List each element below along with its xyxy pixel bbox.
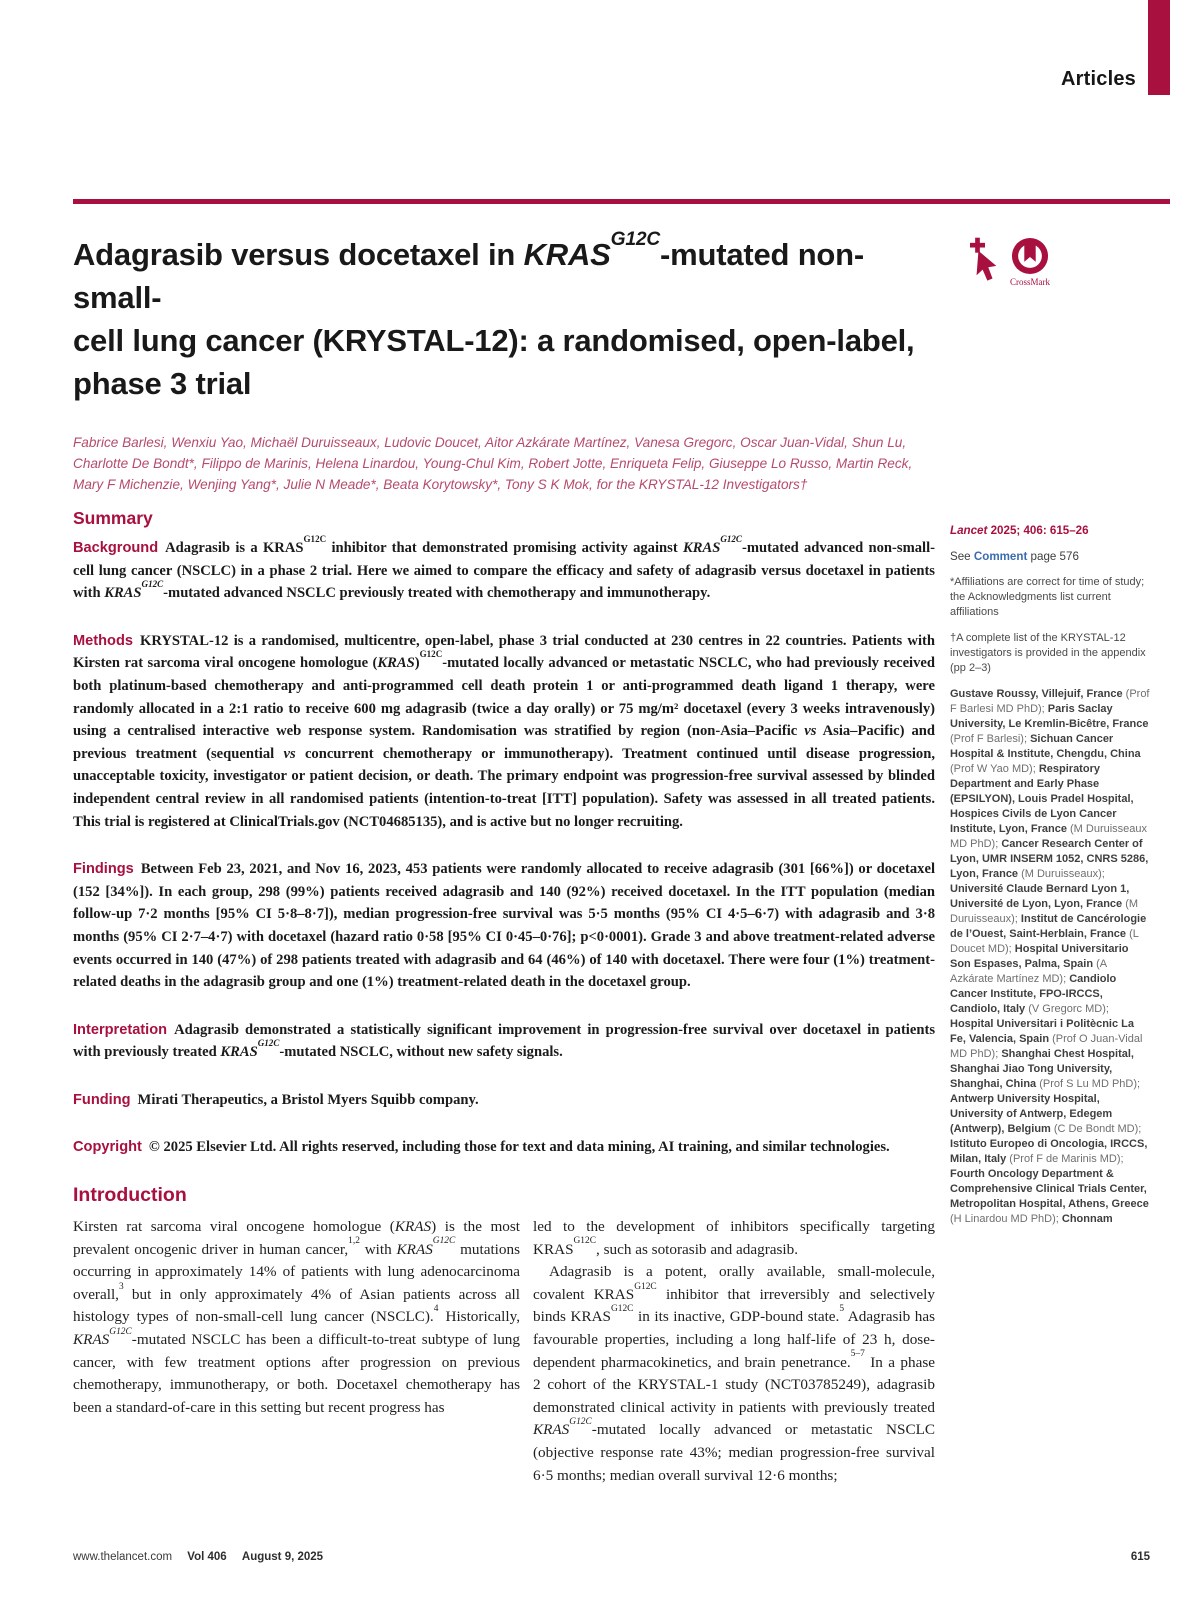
summary-findings: Findings Between Feb 23, 2021, and Nov 16, 2023, 453 patients were randomly allocated to receive adagrasib (301 [66%]) or docetaxel (152 [34%]). In each group, 298 (99%) patients received adagrasib and 140 (92%) received docetaxel. In the ITT population (median follow-up 7·2 months [95% CI 5·8–8·7]), median progression-free survival was 5·5 months (95% CI 4·5–6·7) with adagrasib and 3·8 months (95% CI 2·7–4·7) with docetaxel (hazard ratio 0·58 [95% CI 0·45–0·76]; p<0·0001). Grade 3 and above treatment-related adverse events occurred in 140 (47%) of 298 patients treated with adagrasib and 64 (46%) of 140 with docetaxel. There were four (1%) treatment-related deaths in the adagrasib group and one (1%) treatment-related death in the docetaxel group. bbox=[73, 861, 935, 991]
summary-background: Background Adagrasib is a $KRAS^{G12C}$ inhibitor that demonstrated promising activity against $KRAS^{G12C}$-mutated advanced non-small-cell lung cancer (NSCLC) in a phase 2 trial. Here we aimed to compare the efficacy and safety of adagrasib versus docetaxel in patients with $KRAS^{G12C}$-mutated advanced NSCLC previously treated with chemotherapy and immunotherapy. bbox=[73, 534, 935, 602]
footer-volume: Vol 406 bbox=[187, 1551, 227, 1563]
journal-citation: Lancet 2025; 406: 615–26 bbox=[950, 524, 1089, 537]
summary-label-methods: Methods bbox=[73, 632, 133, 649]
summary-methods: Methods KRYSTAL-12 is a randomised, multicentre, open-label, phase 3 trial conducted at 230 centres in 22 countries. Patients with Kirsten rat sarcoma viral oncogene homologue (KRAS)$^{G12C}$-mutated locally advanced or metastatic NSCLC, who had previously received both platinum-based chemotherapy and anti-programmed cell death protein 1 or anti-programmed death ligand 1 therapy, were randomly allocated in a 2:1 ratio to receive 600 mg adagrasib (twice a day orally) or 75 mg/m² docetaxel (every 3 weeks intravenously) using a centralised interactive web response system. Randomisation was stratified by region (non-Asia–Pacific vs Asia–Pacific) and previous treatment (sequential vs concurrent chemotherapy or immunotherapy). Treatment continued until disease progression, unacceptable toxicity, investigator or patient decision, or death. The primary endpoint was progression-free survival assessed by blinded independent central review in all randomised patients (intention-to-treat [ITT] population). Safety was assessed in all treated patients. This trial is registered at ClinicalTrials.gov (NCT04685135), and is active but no longer recruiting. bbox=[73, 632, 935, 830]
section-kicker: Articles bbox=[1061, 68, 1136, 90]
footer-date: August 9, 2025 bbox=[241, 1551, 324, 1563]
crossmark-logo-icon bbox=[1010, 237, 1050, 287]
article-title: Adagrasib versus docetaxel in $KRAS^{G12C}$-mutated non-small- cell lung cancer (KRYSTAL-12): a randomised, open-label, phase 3 trial bbox=[73, 229, 915, 401]
introduction-right-paragraph-1: led to the development of inhibitors specifically targeting $KRAS^{G12C}$, such as sotorasib and adagrasib. bbox=[533, 1218, 935, 1258]
introduction-right-paragraph-2: Adagrasib is a potent, orally available, small-molecule, covalent $KRAS^{G12C}$ inhibitor that irreversibly and selectively binds $KRAS^{G12C}$ in its inactive, GDP-bound state.$^5$ Adagrasib has favourable properties, including a long half-life of 23 h, dose-dependent pharmacokinetics, and brain penetrance.$^{5-7}$ In a phase 2 cohort of the KRYSTAL-1 study (NCT03785249), adagrasib demonstrated clinical activity in patients with previously treated $KRAS^{G12C}$-mutated locally advanced or metastatic NSCLC (objective response rate 43%; median progression-free survival 6·5 months; median overall survival 12·6 months; bbox=[533, 1263, 935, 1484]
summary-label-background: Background bbox=[73, 540, 159, 556]
cursor-plus-icon bbox=[970, 237, 1000, 294]
see-comment-link[interactable]: See Comment page 576 bbox=[950, 550, 1079, 563]
title-block bbox=[73, 229, 935, 495]
introduction-columns bbox=[73, 1216, 935, 1487]
summary-label-findings: Findings bbox=[73, 861, 134, 878]
summary-interpretation: Interpretation Adagrasib demonstrated a statistically significant improvement in progression-free survival over docetaxel in patients with previously treated $KRAS^{G12C}$-mutated NSCLC, without new safety signals. bbox=[73, 1021, 935, 1061]
sidebar bbox=[950, 495, 1170, 1487]
affiliations-list: Gustave Roussy, Villejuif, France (Prof F Barlesi MD PhD); Paris Saclay University, Le Kremlin-Bicêtre, France (Prof F Barlesi); Sichuan Cancer Hospital & Institute, Chengdu, China (Prof W Yao MD); Respiratory Department and Early Phase (EPSILYON), Louis Pradel Hospital, Hospices Civils de Lyon Cancer Institute, Lyon, France (M Duruisseaux MD PhD); Cancer Research Center of Lyon, UMR INSERM 1052, CNRS 5286, Lyon, France (M Duruisseaux); Université Claude Bernard Lyon 1, Université de Lyon, Lyon, France (M Duruisseaux); Institut de Cancérologie de l’Ouest, Saint-Herblain, France (L Doucet MD); Hospital Universitario Son Espases, Palma, Spain (A Azkárate Martínez MD); Candiolo Cancer Institute, FPO-IRCCS, Candiolo, Italy (V Gregorc MD); Hospital Universitari i Politècnic La Fe, Valencia, Spain (Prof O Juan-Vidal MD PhD); Shanghai Chest Hospital, Shanghai Jiao Tong University, Shanghai, China (Prof S Lu MD PhD); Antwerp University Hospital, University of Antwerp, Edegem (Antwerp), Belgium (C De Bondt MD); Istituto Europeo di Oncologia, IRCCS, Milan, Italy (Prof F de Marinis MD); Fourth Oncology Department & Comprehensive Clinical Trials Center, Metropolitan Hospital, Athens, Greece (H Linardou MD PhD); Chonnam bbox=[950, 688, 1150, 1225]
summary-label-copyright: Copyright bbox=[73, 1139, 142, 1156]
summary-funding: Funding Mirati Therapeutics, a Bristol Myers Squibb company. bbox=[73, 1091, 479, 1108]
articles-red-bar bbox=[1148, 0, 1170, 95]
introduction-heading: Introduction bbox=[73, 1184, 187, 1207]
summary-heading: Summary bbox=[73, 508, 153, 528]
footer-site-url: www.thelancet.com bbox=[73, 1551, 173, 1563]
summary-label-funding: Funding bbox=[73, 1091, 131, 1108]
main-column bbox=[73, 495, 935, 1487]
investigators-footnote: †A complete list of the KRYSTAL-12 investigators is provided in the appendix (pp 2–3) bbox=[950, 632, 1146, 674]
header-rule bbox=[73, 199, 1170, 204]
crossmark-button[interactable] bbox=[950, 233, 1170, 495]
author-list: Fabrice Barlesi, Wenxiu Yao, Michaël Duruisseaux, Ludovic Doucet, Aitor Azkárate Martínez, Vanesa Gregorc, Oscar Juan-Vidal, Shun Lu, Charlotte De Bondt*, Filippo de Marinis, Helena Linardou, Young-Chul Kim, Robert Jotte, Enriqueta Felip, Giuseppe Lo Russo, Martin Reck, Mary F Michenzie, Wenjing Yang*, Julie N Meade*, Beata Korytowsky*, Tony S K Mok, for the KRYSTAL-12 Investigators† bbox=[73, 435, 913, 492]
affiliations-footnote: *Affiliations are correct for time of study; the Acknowledgments list current affiliations bbox=[950, 576, 1145, 618]
footer-left bbox=[73, 1551, 323, 1563]
summary-copyright: Copyright © 2025 Elsevier Ltd. All rights reserved, including those for text and data mining, AI training, and similar technologies. bbox=[73, 1139, 890, 1156]
summary-label-interpretation: Interpretation bbox=[73, 1021, 168, 1038]
crossmark-caption: CrossMark bbox=[1010, 277, 1050, 287]
footer-page-number: 615 bbox=[1130, 1551, 1150, 1563]
page-footer bbox=[73, 1551, 1150, 1563]
introduction-left-paragraph: Kirsten rat sarcoma viral oncogene homologue (KRAS) is the most prevalent oncogenic driver in human cancer,$^{1,2}$ with $KRAS^{G12C}$ mutations occurring in approximately 14% of patients with lung adenocarcinoma overall,$^3$ but in only approximately 4% of Asian patients across all histology types of non-small-cell lung cancer (NSCLC).$^4$ Historically, $KRAS^{G12C}$-mutated NSCLC has been a difficult-to-treat subtype of lung cancer, with few treatment options after progression on previous chemotherapy, immunotherapy, or both. Docetaxel chemotherapy has been a standard-of-care in this setting but recent progress has bbox=[73, 1218, 520, 1416]
